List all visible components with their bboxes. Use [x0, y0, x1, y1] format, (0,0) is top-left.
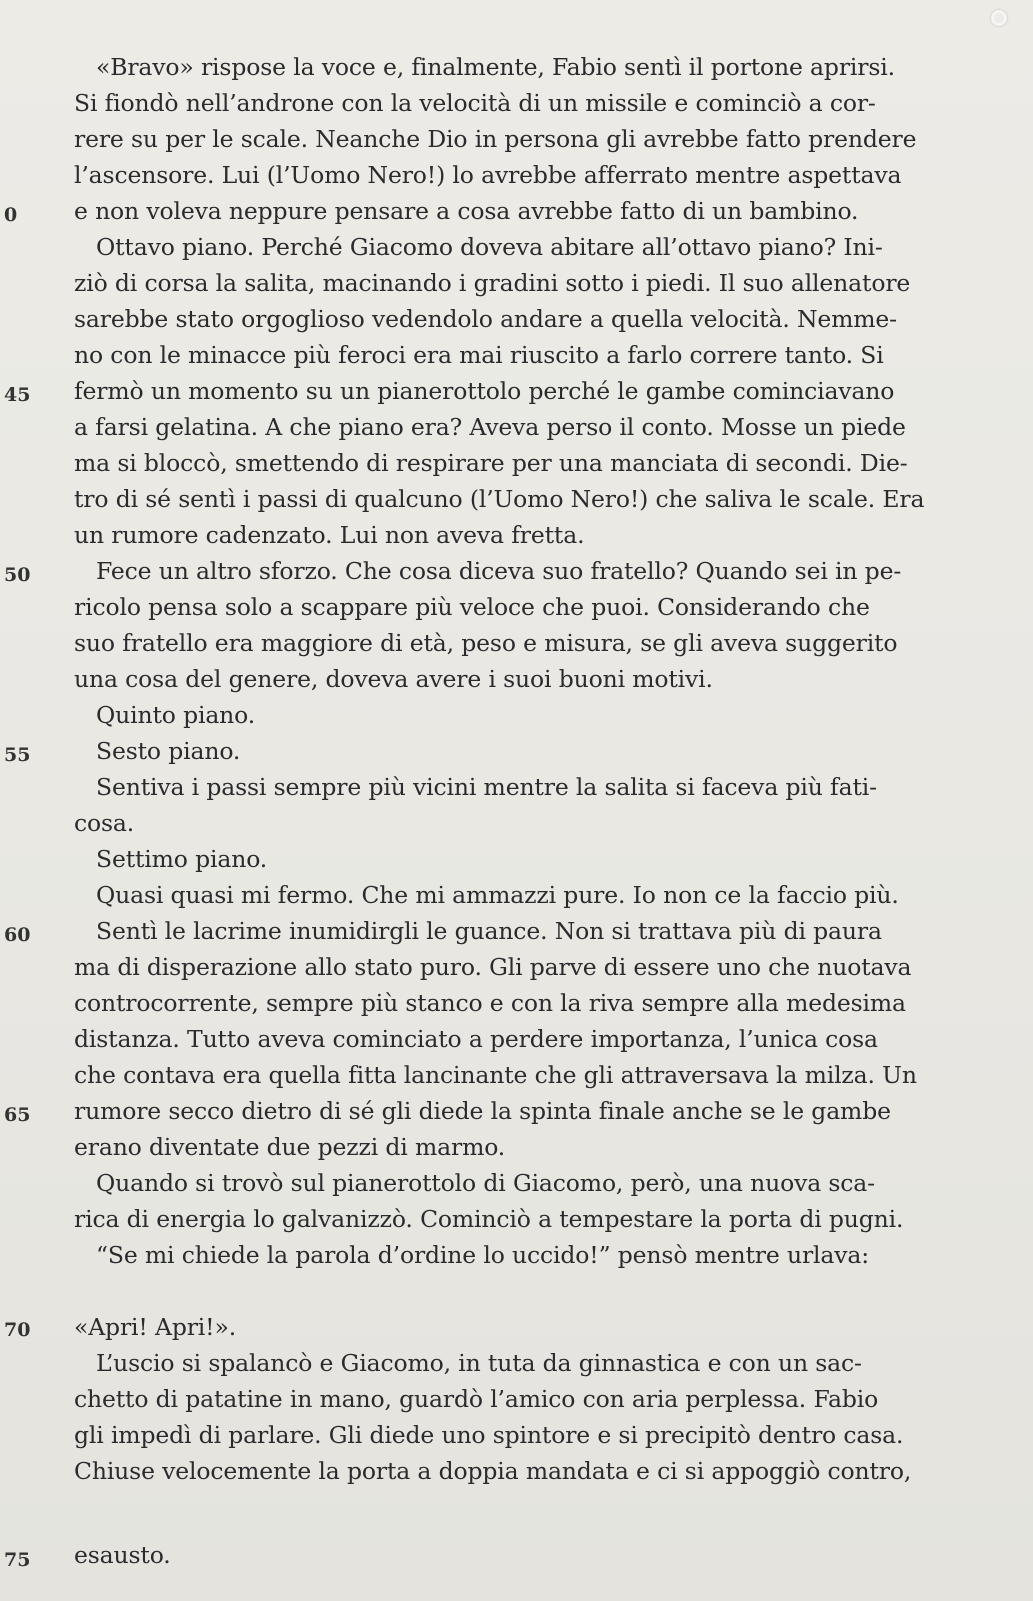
- text-line: gli impedì di parlare. Gli diede uno spintore e si precipitò dentro casa.: [74, 1421, 904, 1449]
- text-line: Si fiondò nell’androne con la velocità di un missile e cominciò a cor-: [74, 89, 876, 117]
- text-line: Ottavo piano. Perché Giacomo doveva abitare all’ottavo piano? Ini-: [96, 233, 883, 261]
- text-line: Settimo piano.: [96, 845, 268, 873]
- text-line: Sesto piano.: [96, 737, 241, 765]
- line-number: 65: [4, 1104, 31, 1126]
- text-line: ma si bloccò, smettendo di respirare per una manciata di secondi. Die-: [74, 449, 908, 477]
- text-line: L’uscio si spalancò e Giacomo, in tuta da ginnastica e con un sac-: [96, 1349, 862, 1377]
- text-line: Sentì le lacrime inumidirgli le guance. Non si trattava più di paura: [96, 917, 882, 945]
- text-line: controcorrente, sempre più stanco e con la riva sempre alla medesima: [74, 989, 906, 1017]
- line-number: 60: [4, 924, 31, 946]
- text-line: “Se mi chiede la parola d’ordine lo uccido!” pensò mentre urlava:: [96, 1241, 870, 1269]
- line-number: 50: [4, 564, 31, 586]
- text-line: tro di sé sentì i passi di qualcuno (l’Uomo Nero!) che saliva le scale. Era: [74, 485, 925, 513]
- text-line: chetto di patatine in mano, guardò l’amico con aria perplessa. Fabio: [74, 1385, 879, 1413]
- text-line: sarebbe stato orgoglioso vedendolo andare a quella velocità. Nemme-: [74, 305, 897, 333]
- text-line: una cosa del genere, doveva avere i suoi buoni motivi.: [74, 665, 713, 693]
- line-number: 45: [4, 384, 31, 406]
- text-line: «Apri! Apri!».: [74, 1313, 237, 1341]
- text-line: Chiuse velocemente la porta a doppia mandata e ci si appoggiò contro,: [74, 1457, 912, 1485]
- text-line: cosa.: [74, 809, 135, 837]
- text-line: Quasi quasi mi fermo. Che mi ammazzi pure. Io non ce la faccio più.: [96, 881, 899, 909]
- text-line: Sentiva i passi sempre più vicini mentre la salita si faceva più fati-: [96, 773, 877, 801]
- text-line: «Bravo» rispose la voce e, finalmente, Fabio sentì il portone aprirsi.: [96, 53, 895, 81]
- line-number: 70: [4, 1319, 31, 1341]
- text-line: a farsi gelatina. A che piano era? Aveva perso il conto. Mosse un piede: [74, 413, 906, 441]
- text-line: no con le minacce più feroci era mai riuscito a farlo correre tanto. Si: [74, 341, 884, 369]
- text-line: distanza. Tutto aveva cominciato a perdere importanza, l’unica cosa: [74, 1025, 878, 1053]
- text-line: Quando si trovò sul pianerottolo di Giacomo, però, una nuova sca-: [96, 1169, 875, 1197]
- ring-mark: [991, 10, 1007, 26]
- text-line: Quinto piano.: [96, 701, 256, 729]
- text-line: erano diventate due pezzi di marmo.: [74, 1133, 506, 1161]
- text-line: ziò di corsa la salita, macinando i gradini sotto i piedi. Il suo allenatore: [74, 269, 911, 297]
- line-number: 55: [4, 744, 31, 766]
- text-line: che contava era quella fitta lancinante che gli attraversava la milza. Un: [74, 1061, 917, 1089]
- text-line: rere su per le scale. Neanche Dio in persona gli avrebbe fatto prendere: [74, 125, 917, 153]
- text-line: rumore secco dietro di sé gli diede la spinta finale anche se le gambe: [74, 1097, 891, 1125]
- line-number: 0: [4, 204, 18, 226]
- text-line: fermò un momento su un pianerottolo perché le gambe cominciavano: [74, 377, 895, 405]
- text-line: Fece un altro sforzo. Che cosa diceva suo fratello? Quando sei in pe-: [96, 557, 902, 585]
- text-line: ma di disperazione allo stato puro. Gli parve di essere uno che nuotava: [74, 953, 912, 981]
- text-line: ricolo pensa solo a scappare più veloce che puoi. Considerando che: [74, 593, 870, 621]
- text-line: rica di energia lo galvanizzò. Cominciò a tempestare la porta di pugni.: [74, 1205, 904, 1233]
- text-line: l’ascensore. Lui (l’Uomo Nero!) lo avrebbe afferrato mentre aspettava: [74, 161, 902, 189]
- text-line: e non voleva neppure pensare a cosa avrebbe fatto di un bambino.: [74, 197, 859, 225]
- text-line: esausto.: [74, 1541, 171, 1569]
- text-line: suo fratello era maggiore di età, peso e misura, se gli aveva suggerito: [74, 629, 898, 657]
- text-line: un rumore cadenzato. Lui non aveva fretta.: [74, 521, 585, 549]
- line-number: 75: [4, 1549, 31, 1571]
